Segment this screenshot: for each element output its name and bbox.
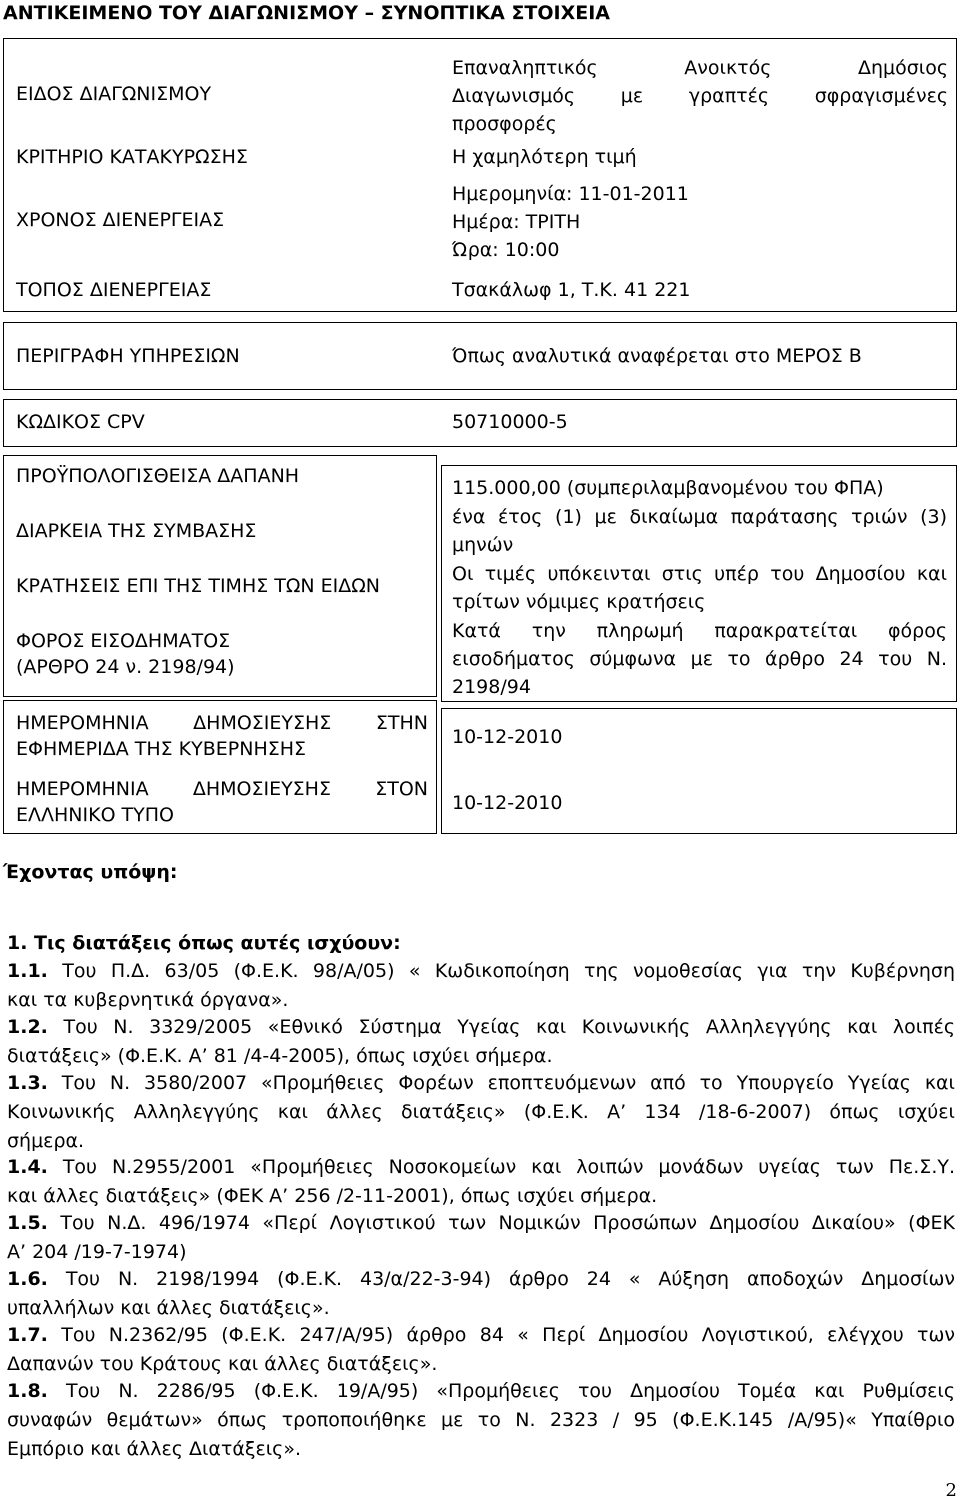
time-value: Ημερομηνία: 11-01-2011 Ημέρα: ΤΡΙΤΗ Ώρα: 10:00 — [452, 183, 689, 261]
provision-item: 1.6. Του Ν. 2198/1994 (Φ.Ε.Κ. 43/α/22-3-94) άρθρο 24 « Αύξηση αποδοχών Δημοσίων υπαλλήλων και άλλες διατάξεις». — [7, 1268, 955, 1319]
award-criterion-label: ΚΡΙΤΗΡΙΟ ΚΑΤΑΚΥΡΩΣΗΣ — [16, 146, 248, 168]
deductions-label: ΚΡΑΤΗΣΕΙΣ ΕΠΙ ΤΗΣ ΤΙΜΗΣ ΤΩΝ ΕΙΔΩΝ — [16, 575, 380, 597]
press-date-label: ΗΜΕΡΟΜΗΝΙΑ ΔΗΜΟΣΙΕΥΣΗΣ ΣΤΟΝ ΕΛΛΗΝΙΚΟ ΤΥΠΟ — [16, 778, 428, 826]
provision-item: 1.4. Του Ν.2955/2001 «Προμήθειες Νοσοκομείων και λοιπών μονάδων υγείας των Πε.Σ.Υ. και άλλες διατάξεις» (ΦΕΚ Α’ 256 /2-11-2001), όπως ισχύει σήμερα. — [7, 1156, 955, 1207]
services-description-label: ΠΕΡΙΓΡΑΦΗ ΥΠΗΡΕΣΙΩΝ — [16, 345, 240, 367]
provision-item: 1.1. Του Π.Δ. 63/05 (Φ.Ε.Κ. 98/Α/05) « Κωδικοποίηση της νομοθεσίας για την Κυβέρνηση και τα κυβερνητικά όργανα». — [7, 960, 955, 1011]
budget-value: 115.000,00 (συμπεριλαμβανομένου του ΦΠΑ) — [452, 477, 884, 499]
info-box-cpv — [3, 399, 957, 447]
page-number: 2 — [945, 1480, 957, 1501]
income-tax-label: ΦΟΡΟΣ ΕΙΣΟΔΗΜΑΤΟΣ (ΑΡΘΡΟ 24 ν. 2198/94) — [16, 630, 235, 678]
type-label: ΕΙΔΟΣ ΔΙΑΓΩΝΙΣΜΟΥ — [16, 83, 212, 105]
provisions-heading: 1. Τις διατάξεις όπως αυτές ισχύουν: — [7, 932, 401, 954]
info-box-description — [3, 322, 957, 390]
place-label: ΤΟΠΟΣ ΔΙΕΝΕΡΓΕΙΑΣ — [16, 279, 212, 301]
provision-item: 1.5. Του Ν.Δ. 496/1974 «Περί Λογιστικού των Νομικών Προσώπων Δημοσίου Δικαίου» (ΦΕΚ Α’ 204 /19-7-1974) — [7, 1212, 955, 1263]
cpv-value: 50710000-5 — [452, 411, 568, 433]
considering-heading: Έχοντας υπόψη: — [3, 861, 178, 883]
gazette-date-value: 10-12-2010 — [452, 726, 563, 748]
type-value: Επαναληπτικός Ανοικτός Δημόσιος Διαγωνισμός με γραπτές σφραγισμένες προσφορές — [452, 57, 948, 135]
provision-item: 1.8. Του Ν. 2286/95 (Φ.Ε.Κ. 19/Α/95) «Προμήθειες του Δημοσίου Τομέα και Ρυθμίσεις συναφών θεμάτων» όπως τροποποιήθηκε με το Ν. 2323 / 95 (Φ.Ε.Κ.145 /Α/95)« Υπαίθριο Εμπόριο και άλλες Διατάξεις». — [7, 1380, 955, 1460]
provision-item: 1.2. Του Ν. 3329/2005 «Εθνικό Σύστημα Υγείας και Κοινωνικής Αλληλεγγύης και λοιπές διατάξεις» (Φ.Ε.Κ. Α’ 81 /4-4-2005), όπως ισχύει σήμερα. — [7, 1016, 955, 1067]
time-label: ΧΡΟΝΟΣ ΔΙΕΝΕΡΓΕΙΑΣ — [16, 209, 225, 231]
page-title: ΑΝΤΙΚΕΙΜΕΝΟ ΤΟΥ ΔΙΑΓΩΝΙΣΜΟΥ – ΣΥΝΟΠΤΙΚΑ ΣΤΟΙΧΕΙΑ — [3, 2, 611, 24]
budget-label: ΠΡΟΫΠΟΛΟΓΙΣΘΕΙΣΑ ΔΑΠΑΝΗ — [16, 465, 300, 487]
info-box-publication-values — [441, 708, 957, 834]
info-box-publication-labels — [3, 700, 437, 834]
info-box-budget-values — [441, 465, 957, 702]
press-date-value: 10-12-2010 — [452, 792, 563, 814]
provision-item: 1.7. Του Ν.2362/95 (Φ.Ε.Κ. 247/Α/95) άρθρο 84 « Περί Δημοσίου Λογιστικού, ελέγχου των Δαπανών του Κράτους και άλλες διατάξεις». — [7, 1324, 955, 1375]
deductions-value: Οι τιμές υπόκεινται στις υπέρ του Δημοσίου και τρίτων νόμιμες κρατήσεις — [452, 563, 947, 613]
provision-item: 1.3. Του Ν. 3580/2007 «Προμήθειες Φορέων εποπτευόμενων από το Υπουργείο Υγείας και Κοινωνικής Αλληλεγγύης και άλλες διατάξεις» (Φ.Ε.Κ. Α’ 134 /18-6-2007) όπως ισχύει σήμερα. — [7, 1072, 955, 1152]
contract-duration-label: ΔΙΑΡΚΕΙΑ ΤΗΣ ΣΥΜΒΑΣΗΣ — [16, 520, 257, 542]
gazette-date-label: ΗΜΕΡΟΜΗΝΙΑ ΔΗΜΟΣΙΕΥΣΗΣ ΣΤΗΝ ΕΦΗΜΕΡΙΔΑ ΤΗΣ ΚΥΒΕΡΝΗΣΗΣ — [16, 712, 428, 760]
cpv-label: ΚΩΔΙΚΟΣ CPV — [16, 411, 145, 433]
info-box-budget-labels — [3, 455, 437, 697]
award-criterion-value: Η χαμηλότερη τιμή — [452, 146, 637, 168]
place-value: Τσακάλωφ 1, Τ.Κ. 41 221 — [452, 279, 691, 301]
info-box-general — [3, 38, 957, 312]
contract-duration-value: ένα έτος (1) με δικαίωμα παράτασης τριών (3) μηνών — [452, 506, 947, 556]
services-description-value: Όπως αναλυτικά αναφέρεται στο ΜΕΡΟΣ Β — [452, 345, 862, 367]
income-tax-value: Κατά την πληρωμή παρακρατείται φόρος εισοδήματος σύμφωνα με το άρθρο 24 του Ν. 2198/94 — [452, 620, 947, 698]
